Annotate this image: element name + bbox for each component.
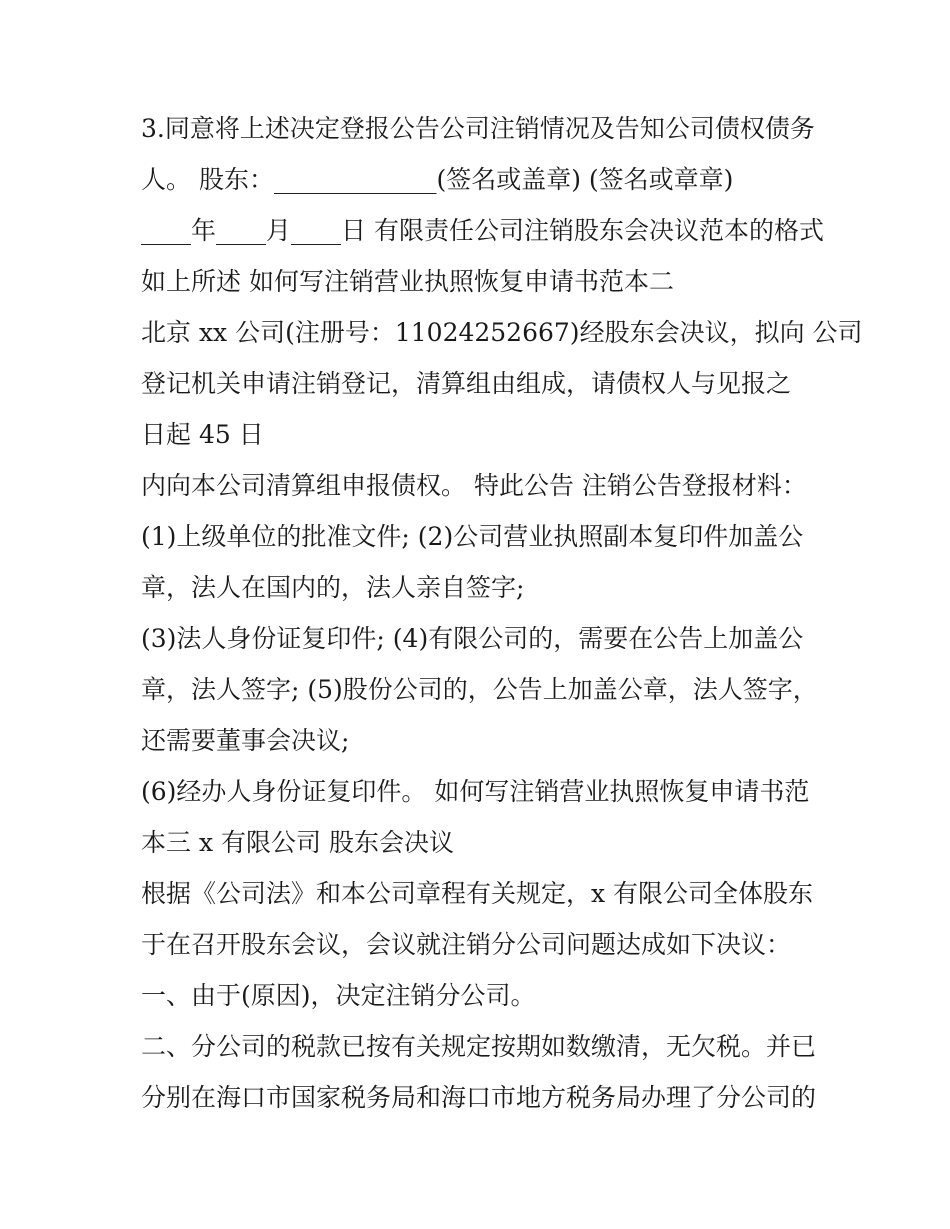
text-line: (3)法人身份证复印件; (4)有限公司的，需要在公告上加盖公 [141,624,804,653]
text-line: 本三 x 有限公司 股东会决议 [141,828,454,857]
text-line: 章，法人签字; (5)股份公司的，公告上加盖公章，法人签字， [141,675,818,704]
text-line: 根据《公司法》和本公司章程有关规定，x 有限公司全体股东 [141,879,814,908]
text-line: 内向本公司清算组申报债权。 特此公告 注销公告登报材料： [141,471,807,500]
text-line: 章，法人在国内的，法人亲自签字; [141,573,525,602]
text-line: 分别在海口市国家税务局和海口市地方税务局办理了分公司的 [141,1083,817,1112]
text-line: (6)经办人身份证复印件。 如何写注销营业执照恢复申请书范 [141,777,810,806]
text-line: 北京 xx 公司(注册号：11024252667)经股东会决议，拟向 公司 [141,318,863,347]
text-line: 一、由于(原因)，决定注销分公司。 [141,981,536,1010]
text-line: 于在召开股东会议，会议就注销分公司问题达成如下决议： [141,930,792,959]
text-line: 登记机关申请注销登记，清算组由组成，请债权人与见报之 [141,369,792,398]
text-line: 日起 45 日 [141,420,264,449]
text-line: ____年____月____日 有限责任公司注销股东会决议范本的格式 [141,216,824,245]
text-line: 如上所述 如何写注销营业执照恢复申请书范本二 [141,267,674,296]
text-line: (1)上级单位的批准文件; (2)公司营业执照副本复印件加盖公 [141,522,804,551]
text-line: 3.同意将上述决定登报公告公司注销情况及告知公司债权债务 [141,114,815,143]
text-line: 人。 股东：_____________(签名或盖章) (签名或章章) [141,165,734,194]
text-line: 还需要董事会决议; [141,726,350,755]
text-line: 二、分公司的税款已按有关规定按期如数缴清，无欠税。并已 [141,1032,817,1061]
